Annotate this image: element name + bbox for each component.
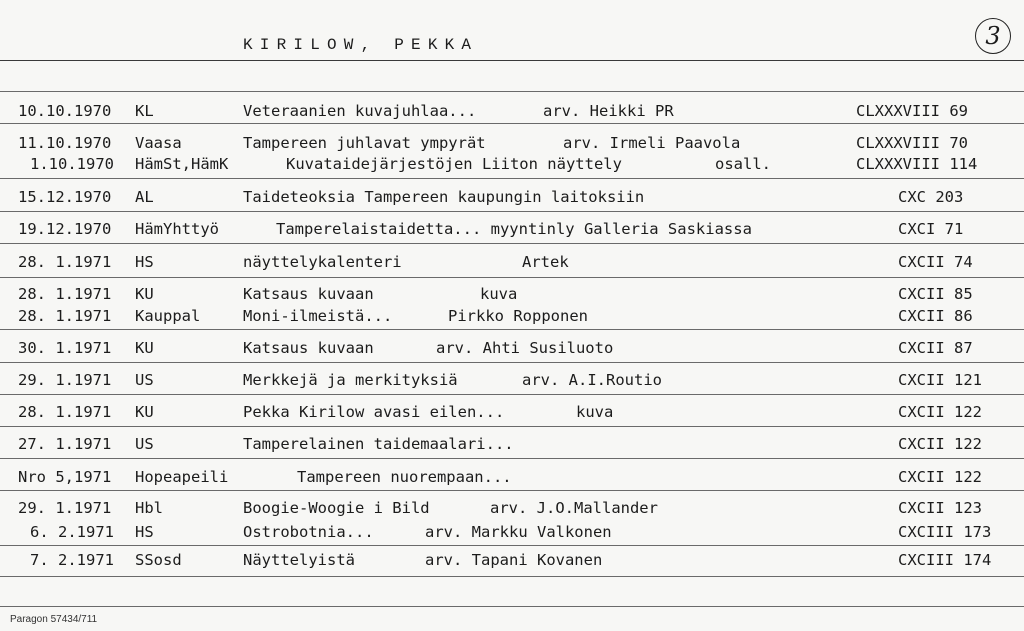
entry-date: 28. 1.1971 — [18, 307, 112, 325]
rule-line — [0, 426, 1024, 427]
entry-ref: CXCIII 173 — [898, 523, 992, 541]
table-row — [0, 133, 1024, 153]
entry-source: US — [135, 435, 154, 453]
table-row — [0, 187, 1024, 207]
entry-source: Vaasa — [135, 134, 182, 152]
table-row — [0, 370, 1024, 390]
table-row — [0, 522, 1024, 542]
table-row — [0, 219, 1024, 239]
entry-title: Näyttelyistä — [243, 551, 355, 569]
table-row — [0, 402, 1024, 422]
rule-line — [0, 458, 1024, 459]
page-number-badge: 3 — [975, 18, 1011, 54]
entry-title: Moni-ilmeistä... — [243, 307, 393, 325]
entry-ref: CXCII 121 — [898, 371, 982, 389]
entry-source: Kauppal — [135, 307, 201, 325]
entry-date: 29. 1.1971 — [18, 371, 112, 389]
rule-line — [0, 606, 1024, 607]
rule-line — [0, 329, 1024, 330]
entry-note: arv. Heikki PR — [543, 102, 674, 120]
entry-title: näyttelykalenteri — [243, 253, 402, 271]
rule-line — [0, 362, 1024, 363]
rule-line — [0, 123, 1024, 124]
rule-line — [0, 178, 1024, 179]
entry-source: HämYhttyö — [135, 220, 219, 238]
entry-date: 27. 1.1971 — [18, 435, 112, 453]
entry-title: Katsaus kuvaan — [243, 339, 374, 357]
entry-ref: CXCII 74 — [898, 253, 973, 271]
entry-title: Tamperelainen taidemaalari... — [243, 435, 514, 453]
rule-line — [0, 211, 1024, 212]
rule-line — [0, 576, 1024, 577]
entry-note: arv. Irmeli Paavola — [563, 134, 741, 152]
entry-note: osall. — [715, 155, 771, 173]
entry-source: KU — [135, 403, 154, 421]
entry-ref: CXCII 122 — [898, 403, 982, 421]
entry-ref: CXCII 87 — [898, 339, 973, 357]
entry-source: KU — [135, 285, 154, 303]
entry-date: 6. 2.1971 — [30, 523, 114, 541]
entry-source: HS — [135, 523, 154, 541]
entry-title: Ostrobotnia... — [243, 523, 374, 541]
table-row — [0, 284, 1024, 304]
printer-imprint: Paragon 57434/711 — [10, 614, 98, 625]
entry-date: 10.10.1970 — [18, 102, 112, 120]
entry-title: Merkkejä ja merkityksiä — [243, 371, 458, 389]
table-row — [0, 338, 1024, 358]
entry-note: arv. J.O.Mallander — [490, 499, 658, 517]
rule-line — [0, 394, 1024, 395]
entry-ref: CLXXXVIII 69 — [856, 102, 968, 120]
entry-title: Tampereen juhlavat ympyrät — [243, 134, 486, 152]
entry-date: 1.10.1970 — [30, 155, 114, 173]
entry-date: 19.12.1970 — [18, 220, 112, 238]
entry-note: Artek — [522, 253, 569, 271]
entry-source: SSosd — [135, 551, 182, 569]
entry-note: Pirkko Ropponen — [448, 307, 588, 325]
entry-date: Nro 5,1971 — [18, 468, 112, 486]
entry-note: arv. Tapani Kovanen — [425, 551, 603, 569]
entry-source: US — [135, 371, 154, 389]
card-title: KIRILOW, PEKKA — [243, 36, 479, 54]
table-row — [0, 434, 1024, 454]
entry-ref: CXC 203 — [898, 188, 964, 206]
table-row — [0, 550, 1024, 570]
entry-source: Hopeapeili — [135, 468, 229, 486]
entry-title: Tampereen nuorempaan... — [297, 468, 512, 486]
entry-source: KL — [135, 102, 154, 120]
table-row — [0, 498, 1024, 518]
table-row — [0, 101, 1024, 121]
entry-title: Tamperelaistaidetta... myyntinly Galleria Saskiassa — [276, 220, 752, 238]
entry-ref: CXCII 122 — [898, 435, 982, 453]
entry-date: 29. 1.1971 — [18, 499, 112, 517]
rule-line — [0, 243, 1024, 244]
rule-line — [0, 277, 1024, 278]
entry-ref: CXCI 71 — [898, 220, 964, 238]
rule-line — [0, 91, 1024, 92]
entry-date: 7. 2.1971 — [30, 551, 114, 569]
entry-date: 28. 1.1971 — [18, 285, 112, 303]
entry-title: Taideteoksia Tampereen kaupungin laitoksiin — [243, 188, 645, 206]
table-row — [0, 154, 1024, 174]
entry-ref: CLXXXVIII 114 — [856, 155, 978, 173]
entry-note: arv. Ahti Susiluoto — [436, 339, 614, 357]
entry-title: Kuvataidejärjestöjen Liiton näyttely — [286, 155, 622, 173]
entry-date: 28. 1.1971 — [18, 253, 112, 271]
table-row — [0, 467, 1024, 487]
entry-ref: CLXXXVIII 70 — [856, 134, 968, 152]
entry-note: arv. A.I.Routio — [522, 371, 662, 389]
entry-ref: CXCII 122 — [898, 468, 982, 486]
table-row — [0, 306, 1024, 326]
entry-ref: CXCII 86 — [898, 307, 973, 325]
entry-source: HS — [135, 253, 154, 271]
rule-line — [0, 545, 1024, 546]
entry-date: 28. 1.1971 — [18, 403, 112, 421]
entry-note: arv. Markku Valkonen — [425, 523, 612, 541]
table-row — [0, 252, 1024, 272]
entry-source: HämSt,HämK — [135, 155, 229, 173]
entry-ref: CXCII 123 — [898, 499, 982, 517]
entry-source: Hbl — [135, 499, 163, 517]
entry-date: 15.12.1970 — [18, 188, 112, 206]
entry-title: Katsaus kuvaan — [243, 285, 374, 303]
entry-ref: CXCII 85 — [898, 285, 973, 303]
entry-note: kuva — [576, 403, 614, 421]
rule-line — [0, 490, 1024, 491]
entry-title: Pekka Kirilow avasi eilen... — [243, 403, 505, 421]
entry-ref: CXCIII 174 — [898, 551, 992, 569]
entry-title: Veteraanien kuvajuhlaa... — [243, 102, 477, 120]
entry-date: 30. 1.1971 — [18, 339, 112, 357]
entry-title: Boogie-Woogie i Bild — [243, 499, 430, 517]
entry-source: KU — [135, 339, 154, 357]
entry-source: AL — [135, 188, 154, 206]
entry-date: 11.10.1970 — [18, 134, 112, 152]
rule-line — [0, 60, 1024, 61]
entry-note: kuva — [480, 285, 518, 303]
